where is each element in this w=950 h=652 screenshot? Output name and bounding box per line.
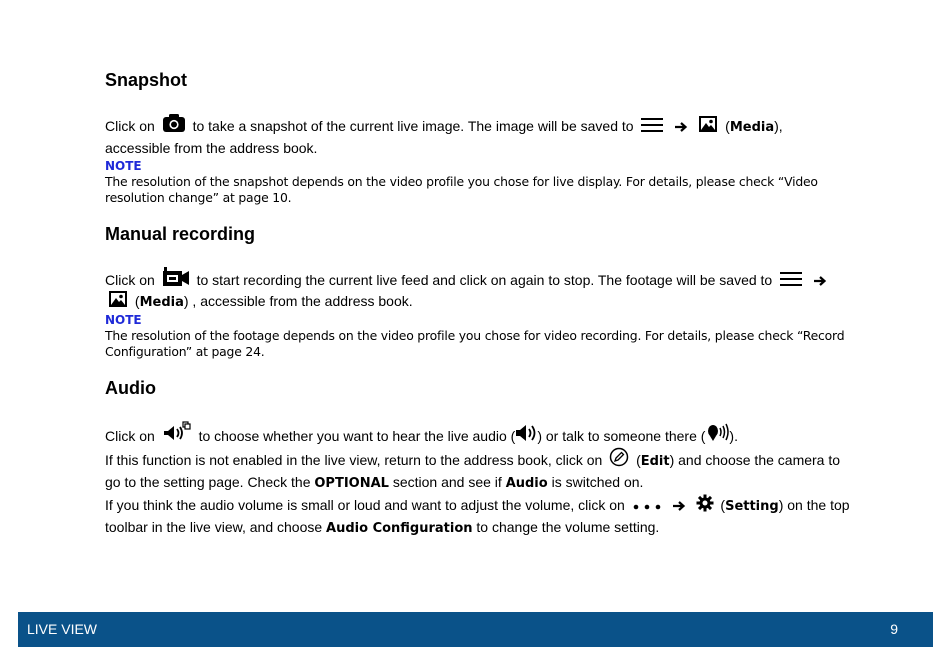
menu-icon (640, 117, 664, 133)
gear-icon (696, 494, 714, 512)
footer-section-title: LIVE VIEW (27, 621, 98, 637)
image-icon (108, 290, 128, 308)
audio-paragraph-3: If you think the audio volume is small or loud and want to adjust the volume, click on (Setting) on the top toolbar in the live view, and choose Audio Configuration to change the volume setting. (105, 494, 850, 539)
manual-recording-heading: Manual recording (105, 224, 256, 244)
camera-icon (162, 113, 186, 133)
snapshot-note-text: The resolution of the snapshot depends on the video profile you chose for live display. For details, please check “Video resolution change” at page 10. (105, 174, 818, 205)
audio-heading: Audio (105, 378, 156, 398)
manual-note-text: The resolution of the footage depends on the video profile you chose for video recording. For details, please check “Record Configuration” at page 24. (105, 328, 845, 359)
image-icon (698, 115, 718, 133)
audio-toggle-icon (162, 421, 192, 443)
menu-icon (779, 271, 803, 287)
snapshot-heading: Snapshot (105, 70, 188, 90)
audio-paragraph-2: If this function is not enabled in the live view, return to the address book, click on (Edit) and choose the camera to go to the setting page. Check the OPTIONAL section and see if Audio is switched on. (105, 447, 850, 494)
more-icon (632, 502, 662, 512)
speaker-icon (515, 423, 537, 443)
page-footer (18, 612, 933, 647)
snapshot-paragraph: Click on to take a snapshot of the current live image. The image will be saved to (Media), accessible from the address book. (105, 113, 850, 158)
arrow-right-icon (674, 121, 688, 133)
audio-paragraph-1: Click on to choose whether you want to hear the live audio ( ) or talk to someone there ( ). (105, 421, 850, 446)
footer-page-number: 9 (890, 621, 898, 637)
snapshot-note-label: NOTE (105, 159, 142, 173)
edit-icon (609, 447, 629, 467)
arrow-right-icon (672, 500, 686, 512)
talk-icon (705, 423, 729, 443)
manual-recording-paragraph: Click on to start recording the current live feed and click on again to stop. The footage will be saved to (Media) , accessible from the address book. (105, 267, 850, 313)
manual-note-label: NOTE (105, 313, 142, 327)
arrow-right-icon (813, 275, 827, 287)
video-record-icon (162, 267, 190, 287)
